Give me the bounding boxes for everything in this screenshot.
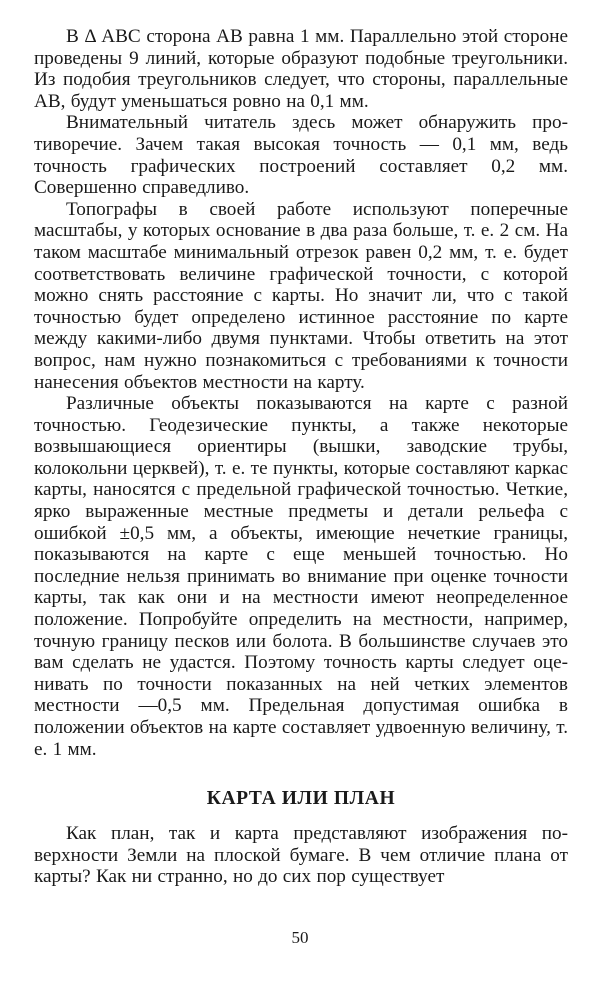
page-body <box>34 26 568 888</box>
page-number: 50 <box>291 928 309 947</box>
paragraph-map-or-plan: Как план, так и карта представляют изображения поверхности Земли на плоской бумаге. В чем отличие плана от карты? Как ни странно, но до сих пор существует <box>34 823 568 888</box>
paragraph-object-accuracy: Различные объекты показываются на карте с разной точностью. Геодезические пункты, а также некоторые возвышающиеся ориентиры (вышки, заводские трубы, колокольни церквей), т. е. те пункты, которые составляют каркас карты, наносятся с предельной графической точностью. Четкие, ярко выраженные местные предметы и детали рельефа с ошибкой ±0,5 мм, а объекты, имеющие нечеткие границы, показываются на карте с еще меньшей точностью. Но последние нельзя принимать во внимание при оценке точности карты, так как они и на местности имеют неопределенное положение. Попробуйте определить на местности, например, точную границу песков или болота. В большинстве случаев это вам сделать не удастся. Поэтому точность карты следует оценивать по точности показанных на ней четких элементов местности —0,5 мм. Предельная допустимая ошибка в положении объектов на карте составляет удвоенную величину, т. е. 1 мм. <box>34 393 568 760</box>
section-title: КАРТА ИЛИ ПЛАН <box>206 788 396 810</box>
paragraph-contradiction: Внимательный читатель здесь может обнаружить противоречие. Зачем такая высокая точность — 0,1 мм, ведь точность графических построений составляет 0,2 мм. Совершенно справедливо. <box>34 112 568 199</box>
paragraph-transverse-scale: Топографы в своей работе используют поперечные масштабы, у которых основание в два раза больше, т. е. 2 см. На таком масштабе минимальный отрезок равен 0,2 мм, т. е. будет соответствовать величине графической точности, с которой можно снять расстояние с карты. Но значит ли, что с такой точностью будет определено истинное расстояние по карте между какими-либо двумя пунктами. Чтобы ответить на этот вопрос, нам нужно познакомиться с требованиями к точности нанесения объектов местности на карту. <box>34 198 568 393</box>
paragraph-triangle-scale: В Δ ABC сторона AB равна 1 мм. Параллельно этой стороне проведены 9 линий, которые образуют подобные треугольники. Из подобия треугольников следует, что стороны, параллельные AB, будут уменьшаться ровно на 0,1 мм. <box>34 26 568 112</box>
